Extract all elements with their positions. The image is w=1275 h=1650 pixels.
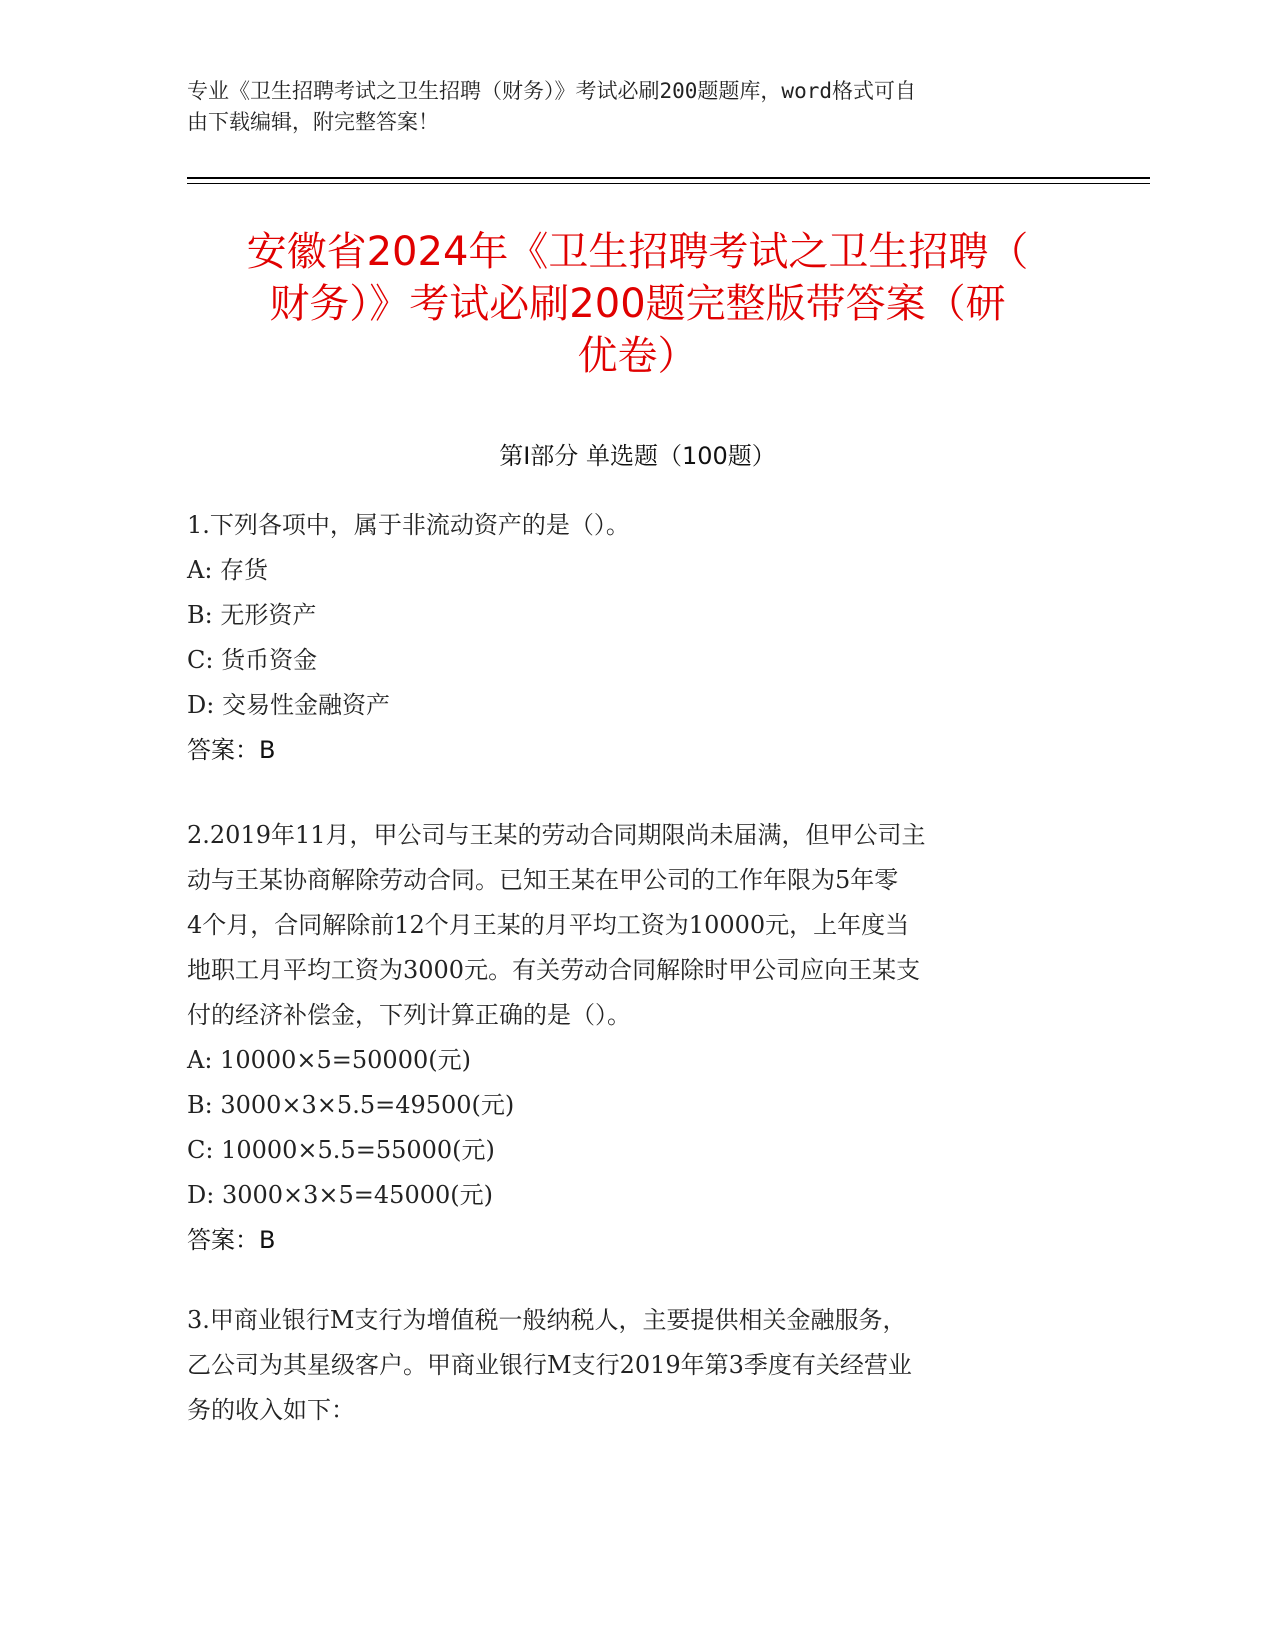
option-c: C: 货币资金 <box>187 646 318 674</box>
title-line-2: 财务）》考试必刷200题完整版带答案（研 <box>269 281 1006 327</box>
question-stem-line: 地职工月平均工资为3000元。有关劳动合同解除时甲公司应向王某支 <box>187 956 921 984</box>
header-note-line-2: 由下载编辑，附完整答案！ <box>187 110 439 134</box>
header-note <box>187 76 1067 138</box>
title-line-3: 优卷） <box>577 333 698 379</box>
question-stem-line: 4个月，合同解除前12个月王某的月平均工资为10000元，上年度当 <box>187 911 910 939</box>
question-2 <box>187 813 1087 1263</box>
document-title <box>150 226 1125 382</box>
option-a: A: 10000×5=50000(元) <box>187 1046 471 1074</box>
question-stem-line: 务的收入如下： <box>187 1396 355 1424</box>
question-stem-line: 2.2019年11月，甲公司与王某的劳动合同期限尚未届满，但甲公司主 <box>187 821 926 849</box>
option-c: C: 10000×5.5=55000(元) <box>187 1136 495 1164</box>
section-title: 第Ⅰ部分 单选题（100题） <box>499 442 776 470</box>
question-stem: 1.下列各项中，属于非流动资产的是（）。 <box>187 511 630 539</box>
question-stem-line: 动与王某协商解除劳动合同。已知王某在甲公司的工作年限为5年零 <box>187 866 899 894</box>
option-d: D: 交易性金融资产 <box>187 691 390 719</box>
question-3 <box>187 1298 1087 1433</box>
answer: 答案：B <box>187 736 276 764</box>
header-note-line-1: 专业《卫生招聘考试之卫生招聘（财务）》考试必刷200题题库，word格式可自 <box>187 79 916 103</box>
question-1 <box>187 503 1087 773</box>
question-stem-line: 乙公司为其星级客户。甲商业银行M支行2019年第3季度有关经营业 <box>187 1351 912 1379</box>
option-b: B: 3000×3×5.5=49500(元) <box>187 1091 515 1119</box>
title-line-1: 安徽省2024年《卫生招聘考试之卫生招聘（ <box>246 229 1029 275</box>
header-rule-thin <box>187 183 1150 184</box>
option-a: A: 存货 <box>187 556 269 584</box>
option-d: D: 3000×3×5=45000(元) <box>187 1181 493 1209</box>
question-stem-line: 3.甲商业银行M支行为增值税一般纳税人，主要提供相关金融服务， <box>187 1306 907 1334</box>
question-stem-line: 付的经济补偿金，下列计算正确的是（）。 <box>187 1001 631 1029</box>
answer: 答案：B <box>187 1226 276 1254</box>
header-rule-thick <box>187 177 1150 179</box>
option-b: B: 无形资产 <box>187 601 317 629</box>
